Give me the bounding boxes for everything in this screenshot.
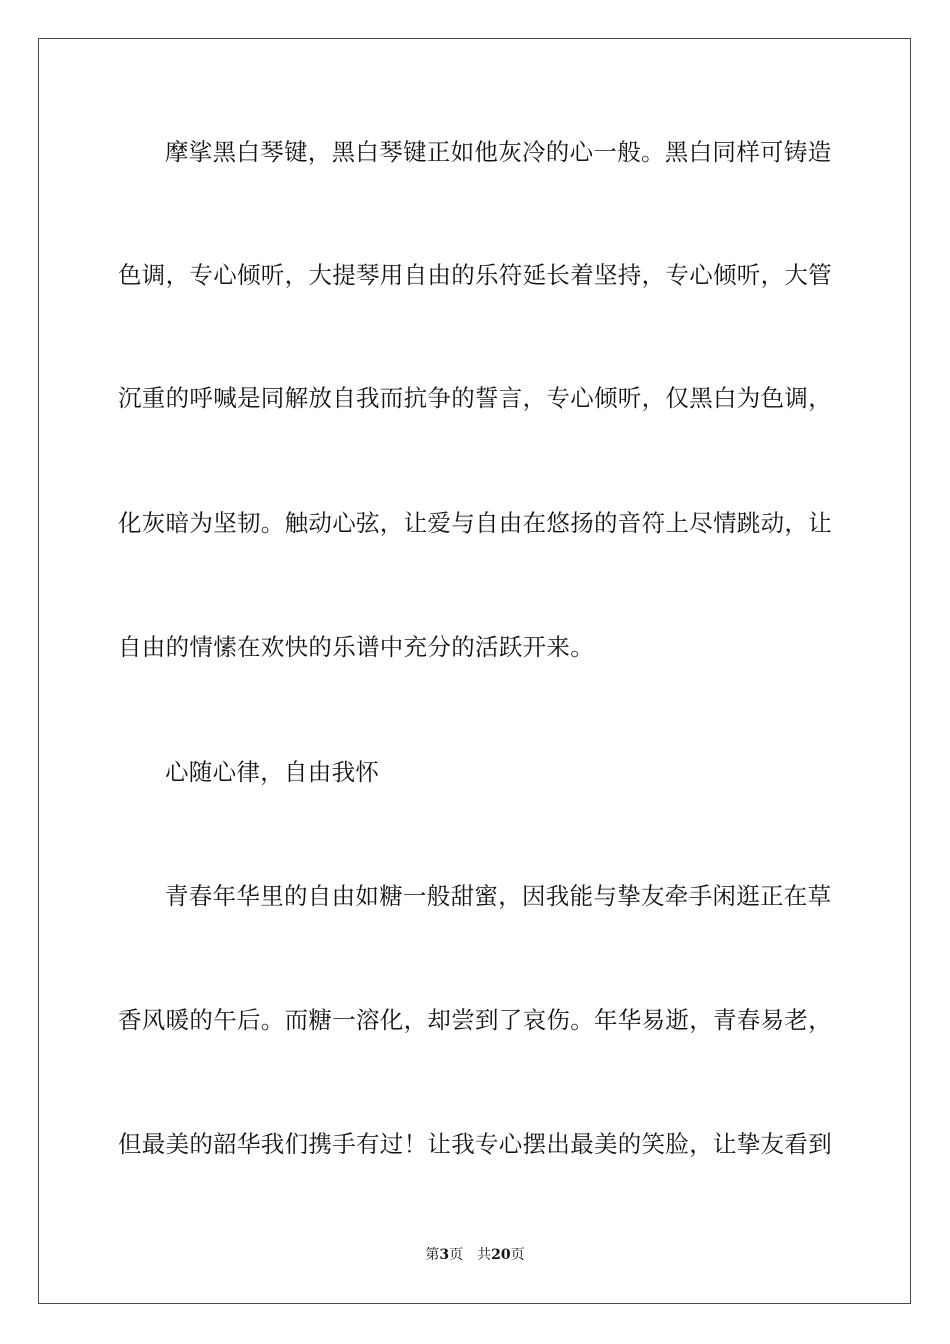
paragraph-1-line-4: 化灰暗为坚韧。触动心弦，让爱与自由在悠扬的音符上尽情跳动，让 [118,509,832,537]
current-page-number: 3 [439,1247,450,1263]
total-page-number: 20 [491,1247,511,1263]
paragraph-1-line-5: 自由的情愫在欢快的乐谱中充分的活跃开来。 [118,633,594,661]
footer-prefix: 第 [425,1247,440,1263]
paragraph-1-line-3: 沉重的呼喊是同解放自我而抗争的誓言，专心倾听，仅黑白为色调， [118,384,832,412]
paragraph-3-line-1: 青春年华里的自由如糖一般甜蜜，因我能与挚友牵手闲逛正在草 [165,882,832,910]
section-heading: 心随心律，自由我怀 [165,758,380,786]
footer-page-suffix: 页 [449,1247,464,1263]
paragraph-1-line-1: 摩挲黑白琴键，黑白琴键正如他灰冷的心一般。黑白同样可铸造 [165,138,832,166]
paragraph-3-line-2: 香风暖的午后。而糖一溶化，却尝到了哀伤。年华易逝，青春易老， [118,1006,832,1034]
paragraph-3-line-3: 但最美的韶华我们携手有过！让我专心摆出最美的笑脸，让挚友看到 [118,1130,832,1158]
paragraph-1-line-2: 色调，专心倾听，大提琴用自由的乐符延长着坚持，专心倾听，大管 [118,261,832,289]
page-footer [0,1246,950,1264]
page-border [38,38,911,1304]
footer-total-suffix: 页 [510,1247,525,1263]
footer-total-prefix: 共 [477,1247,492,1263]
